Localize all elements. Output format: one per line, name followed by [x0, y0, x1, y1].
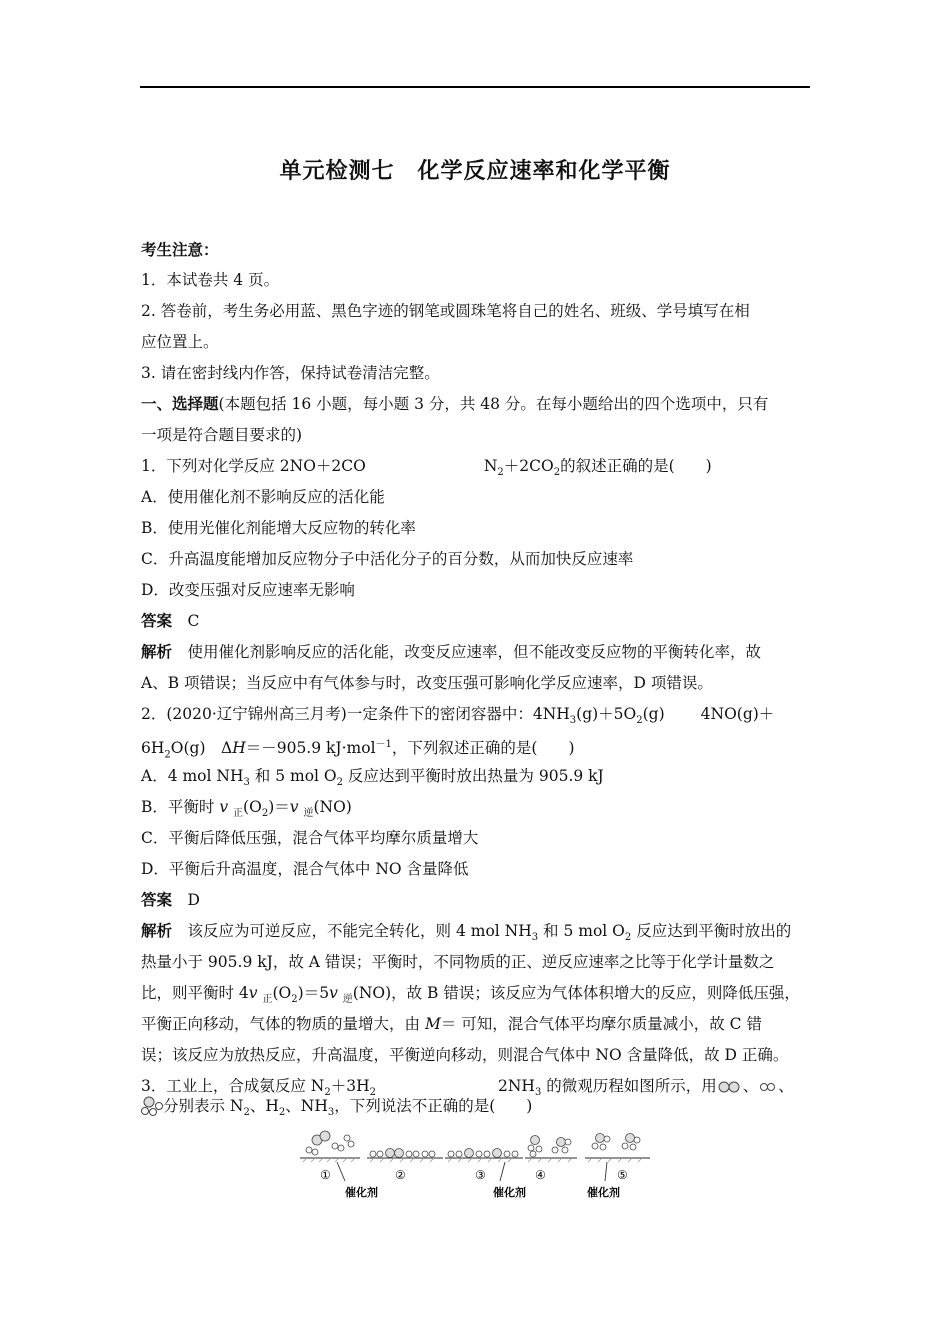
q2-analysis-3: 比，则平衡时 4v $_正(O_2)=5v$ $_逆$(NO)，故 B 错误；该反应为气体体积增大的反应，则降低压强， — [141, 984, 800, 1006]
q2-stem-b: $6H_2O(g)$ ΔH＝－905.9 kJ·mol$^{-1}$，下列叙述正确的是( ) — [141, 739, 575, 761]
page-title: 单元检测七 化学反应速率和化学平衡 — [279, 159, 671, 184]
q2-option-d: D．平衡后升高温度，混合气体中 NO 含量降低 — [141, 860, 469, 878]
q2-analysis-5: 误；该反应为放热反应，升高温度，平衡逆向移动，则混合气体中 NO 含量降低，故 D 正确。 — [141, 1046, 789, 1064]
n2-molecule-icon — [717, 1081, 743, 1093]
stage-label-1: ① — [320, 1168, 331, 1182]
stage-label-4: ④ — [535, 1168, 546, 1182]
q1-analysis-b: A、B 项错误；当反应中有气体参与时，改变压强可影响化学反应速率，D 项错误。 — [141, 674, 713, 692]
q2-answer: 答案 D — [141, 891, 200, 909]
q1-analysis: 解析 使用催化剂影响反应的活化能，改变反应速率，但不能改变反应物的平衡转化率，故 — [141, 643, 762, 661]
q1-option-c: C．升高温度能增加反应物分子中活化分子的百分数，从而加快反应速率 — [141, 550, 634, 568]
section-1-desc-b: 一项是符合题目要求的) — [141, 426, 303, 444]
nh3-molecule-icon — [141, 1096, 163, 1118]
section-1-label: 一、选择题 — [141, 395, 219, 413]
q2-option-a: A．4 mol $NH_3$ 和 5 mol $O_2$ 反应达到平衡时放出热量为 905.9 kJ — [141, 767, 604, 789]
catalyst-label-3: 催化剂 — [587, 1187, 620, 1199]
stage-3-atoms — [448, 1149, 518, 1158]
catalyst-label-1: 催化剂 — [345, 1187, 378, 1199]
stage-5-nh3 — [592, 1134, 640, 1151]
stage-label-3: ③ — [475, 1168, 486, 1182]
q1-stem: 1．下列对化学反应 2NO＋2CO $N_2+2CO_2$的叙述正确的是( ) — [141, 457, 712, 479]
q2-analysis-4: 平衡正向移动，气体的物质的量增大，由 M＝ 可知，混合气体平均摩尔质量减小，故 C 错 — [141, 1015, 762, 1033]
notice-heading: 考生注意： — [141, 241, 219, 259]
q2-stem: 2．(2020·辽宁锦州高三月考)一定条件下的密闭容器中：$4NH_3(g)+5O_2(g)$ 4NO(g)＋ — [141, 705, 775, 727]
notice-item-2b: 应位置上。 — [141, 333, 219, 351]
stage-4-nh3 — [528, 1136, 571, 1158]
notice-item-3: 3. 请在密封线内作答，保持试卷清洁完整。 — [141, 364, 440, 382]
catalyst-arrows — [337, 1162, 607, 1181]
header-rule — [140, 86, 810, 88]
q3-stem-b: 分别表示 $N_2$、$H_2$、$NH_3$，下列说法不正确的是( ) — [141, 1096, 817, 1123]
stage-2-molecules — [370, 1149, 435, 1158]
reaction-process-figure — [295, 1126, 655, 1202]
stage-1-molecules — [306, 1131, 354, 1155]
q1-option-a: A．使用催化剂不影响反应的活化能 — [141, 488, 385, 506]
q1-option-d: D．改变压强对反应速率无影响 — [141, 581, 355, 599]
notice-item-2a: 2. 答卷前，考生务必用蓝、黑色字迹的钢笔或圆珠笔将自己的姓名、班级、学号填写在相 — [141, 302, 750, 320]
q2-option-b: B．平衡时 v $_正(O_2)=v$ $_逆$(NO) — [141, 798, 352, 820]
stage-label-2: ② — [395, 1168, 406, 1182]
q2-option-c: C．平衡后降低压强，混合气体平均摩尔质量增大 — [141, 829, 479, 847]
h2-molecule-icon — [758, 1081, 778, 1093]
notice-item-1: 1．本试卷共 4 页。 — [141, 271, 280, 289]
stage-label-5: ⑤ — [617, 1168, 628, 1182]
q3-stem: 3．工业上，合成氨反应 $N_2+3H_2$ $2NH_3$ 的微观历程如图所示，用 、 、 — [141, 1077, 794, 1099]
reaction-process-diagram — [295, 1126, 655, 1202]
q2-analysis-2: 热量小于 905.9 kJ，故 A 错误；平衡时，不同物质的正、逆反应速率之比等于化学计量数之 — [141, 953, 775, 971]
section-1-desc: 一、选择题(本题包括 16 小题，每小题 3 分，共 48 分。在每小题给出的四个选项中，只有 — [141, 395, 769, 413]
catalyst-label-2: 催化剂 — [493, 1187, 526, 1199]
q2-analysis: 解析 该反应为可逆反应，不能完全转化，则 4 mol $NH_3$ 和 5 mol $O_2$ 反应达到平衡时放出的 — [141, 922, 792, 944]
q1-answer: 答案 C — [141, 612, 200, 630]
q1-option-b: B．使用光催化剂能增大反应物的转化率 — [141, 519, 416, 537]
